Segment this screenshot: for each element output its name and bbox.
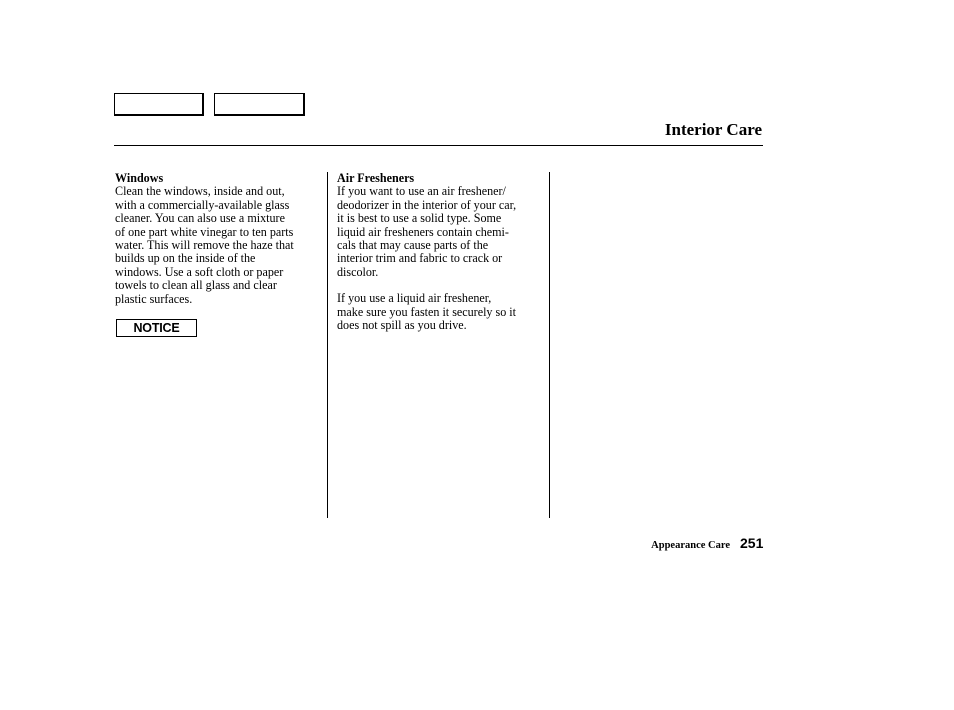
next-section-button[interactable] — [214, 93, 305, 116]
windows-heading: Windows — [115, 171, 164, 185]
page-number: 251 — [740, 535, 764, 551]
notice-label: NOTICE — [116, 319, 197, 337]
air-fresheners-column — [337, 172, 545, 332]
air-fresheners-heading: Air Fresheners — [337, 171, 415, 185]
windows-column — [115, 172, 323, 306]
windows-paragraph: Clean the windows, inside and out, with a commercially-available glass cleaner. You can also use a mixture of one part white vinegar to ten parts water. This will remove the haze that builds up on the inside of the windows. Use a soft cloth or paper towels to clean all glass and clear plastic surfaces. — [115, 184, 294, 306]
page-title: Interior Care — [664, 120, 762, 139]
previous-section-button[interactable] — [114, 93, 204, 116]
column-divider — [549, 172, 550, 518]
air-fresheners-paragraph: If you use a liquid air freshener, make sure you fasten it securely so it does not spill as you drive. — [337, 291, 517, 333]
column-divider — [327, 172, 328, 518]
footer-section-name: Appearance Care — [651, 540, 730, 551]
air-fresheners-paragraph: If you want to use an air freshener/ deodorizer in the interior of your car, it is best to use a solid type. Some liquid air fresheners contain chemi- cals that may cause parts of the interior trim and fabric to crack or discolor. — [337, 184, 517, 279]
header-rule — [114, 145, 763, 146]
